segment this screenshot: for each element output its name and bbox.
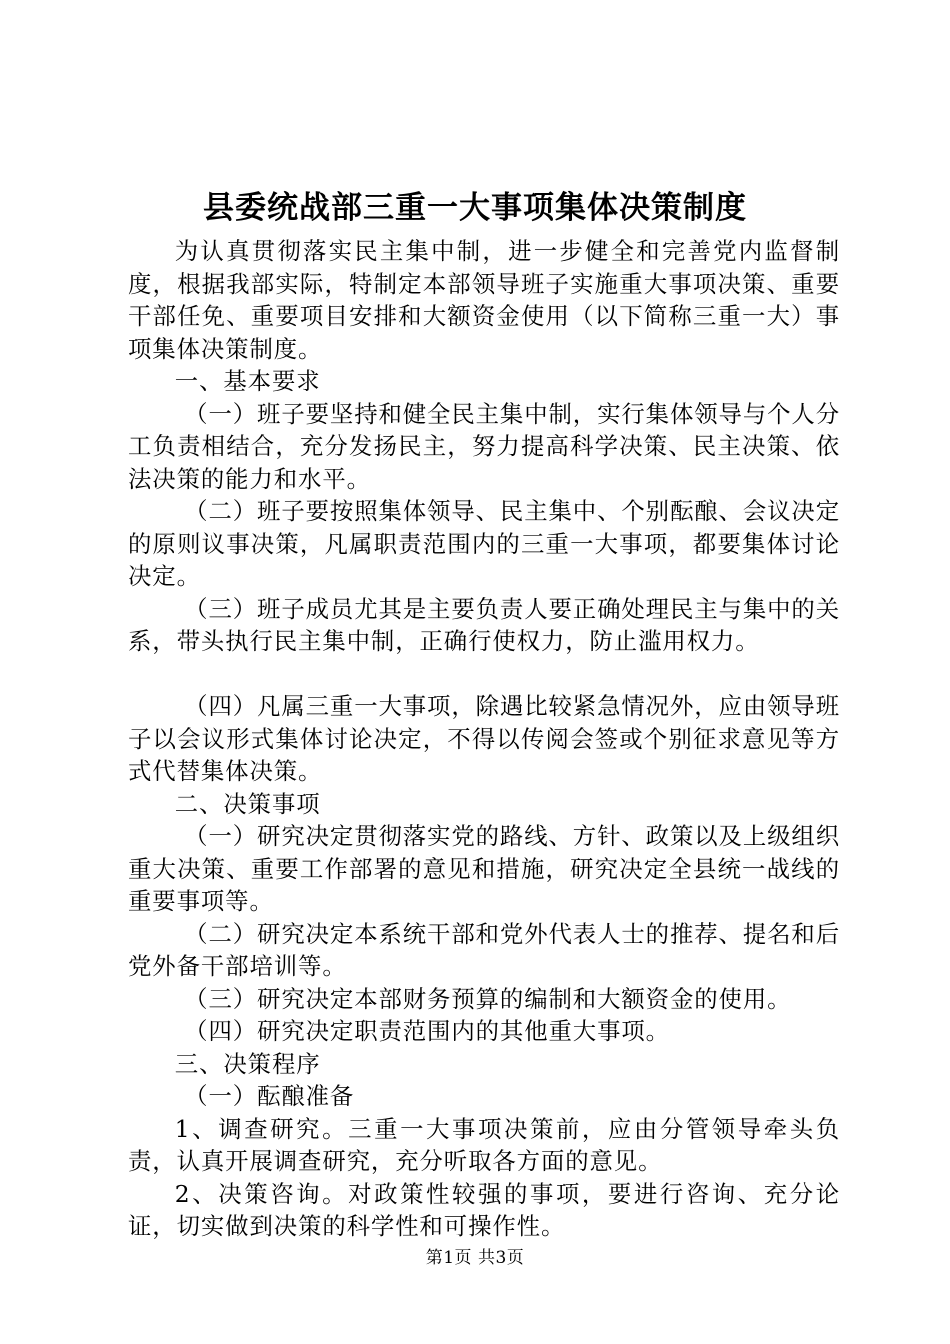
paragraph-1-3: （三）班子成员尤其是主要负责人要正确处理民主与集中的关系，带头执行民主集中制，正确行使权力，防止滥用权力。	[128, 594, 841, 655]
paragraph-1-1: （一）班子要坚持和健全民主集中制，实行集体领导与个人分工负责相结合，充分发扬民主，努力提高科学决策、民主决策、依法决策的能力和水平。	[128, 399, 841, 493]
paragraph-2-1: （一）研究决定贯彻落实党的路线、方针、政策以及上级组织重大决策、重要工作部署的意见和措施，研究决定全县统一战线的重要事项等。	[128, 822, 841, 915]
paragraph-1-4: （四）凡属三重一大事项，除遇比较紧急情况外，应由领导班子以会议形式集体讨论决定，不得以传阅会签或个别征求意见等方式代替集体决策。	[128, 692, 841, 785]
paragraph-spacer	[128, 658, 840, 691]
intro-paragraph: 为认真贯彻落实民主集中制，进一步健全和完善党内监督制度，根据我部实际，特制定本部领导班子实施重大事项决策、重要干部任免、重要项目安排和大额资金使用（以下简称三重一大）事项集体决策制度。	[128, 237, 840, 363]
section-heading-1: 一、基本要求	[174, 367, 321, 395]
document-body	[128, 235, 840, 1243]
subsection-heading-3-1: （一）酝酿准备	[184, 1082, 355, 1110]
paragraph-1-2: （二）班子要按照集体领导、民主集中、个别酝酿、会议决定的原则议事决策，凡属职责范围内的三重一大事项，都要集体讨论决定。	[128, 497, 841, 590]
paragraph-3-1-1: 1、调查研究。三重一大事项决策前，应由分管领导牵头负责，认真开展调查研究，充分听取各方面的意见。	[128, 1114, 840, 1175]
paragraph-2-2: （二）研究决定本系统干部和党外代表人士的推荐、提名和后党外备干部培训等。	[128, 919, 841, 980]
section-heading-3: 三、决策程序	[174, 1049, 321, 1078]
paragraph-2-3: （三）研究决定本部财务预算的编制和大额资金的使用。	[184, 984, 792, 1013]
paragraph-3-1-2: 2、决策咨询。对政策性较强的事项，要进行咨询、充分论证，切实做到决策的科学性和可操作性。	[128, 1179, 840, 1240]
page-footer: 第1页 共3页	[425, 1248, 525, 1268]
section-heading-2: 二、决策事项	[174, 789, 321, 818]
paragraph-2-4: （四）研究决定职责范围内的其他重大事项。	[184, 1017, 670, 1045]
document-title: 县委统战部三重一大事项集体决策制度	[203, 190, 747, 226]
